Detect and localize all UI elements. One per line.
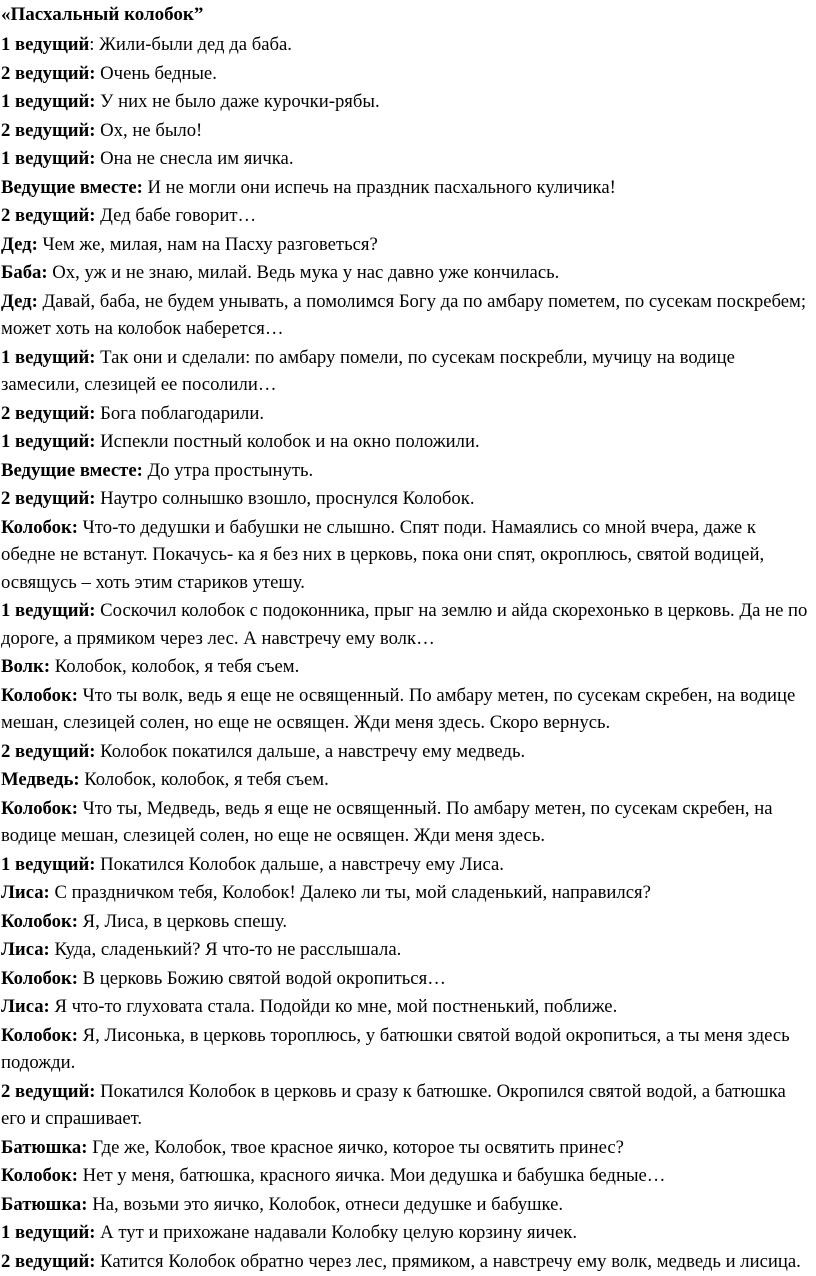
dialogue-text: И не могли они испечь на праздник пасхального куличика! xyxy=(142,176,616,198)
dialogue-line xyxy=(1,259,810,287)
speaker-name: 1 ведущий: xyxy=(1,600,96,621)
speaker-name: Баба: xyxy=(1,262,48,283)
dialogue-text: Давай, баба, не будем унывать, а помолимся Богу да по амбару пометем, по сусекам поскребем; может хоть на колобок наберется… xyxy=(1,290,807,339)
speaker-name: Лиса: xyxy=(1,882,50,903)
speaker-name: Дед: xyxy=(1,233,38,255)
dialogue-line xyxy=(1,174,810,202)
speaker-name: 1 ведущий: xyxy=(1,346,96,368)
dialogue-text: Колобок покатился дальше, а навстречу ему медведь. xyxy=(95,740,526,762)
dialogue-text: Я, Лиса, в церковь спешу. xyxy=(77,910,288,932)
dialogue-line xyxy=(1,344,810,399)
dialogue-text: Я, Лисонька, в церковь тороплюсь, у батюшки святой водой окропиться, а ты меня здесь подожди. xyxy=(1,1024,790,1073)
document-title: «Пасхальный колобок” xyxy=(1,4,204,25)
speaker-name: 2 ведущий: xyxy=(1,1250,96,1272)
dialogue-line xyxy=(1,682,810,737)
dialogue-line xyxy=(1,117,810,145)
dialogue-line xyxy=(1,965,810,993)
speaker-name: Лиса: xyxy=(1,939,50,960)
speaker-name: 1 ведущий: xyxy=(1,148,96,169)
dialogue-text: Ох, уж и не знаю, милай. Ведь мука у нас давно уже кончилась. xyxy=(47,262,560,283)
speaker-name: 1 ведущий: xyxy=(1,431,96,452)
dialogue-text: А тут и прихожане надавали Колобку целую корзину яичек. xyxy=(95,1222,577,1243)
speaker-name: 1 ведущий: xyxy=(1,853,96,875)
dialogue-line xyxy=(1,400,810,428)
dialogue-text: Чем же, милая, нам на Пасху разговеться? xyxy=(37,233,378,255)
dialogue-line xyxy=(1,288,810,343)
speaker-separator: : xyxy=(89,34,95,55)
dialogue-line xyxy=(1,485,810,513)
dialogue-line xyxy=(1,738,810,766)
dialogue-text: Покатился Колобок в церковь и сразу к батюшке. Окропился святой водой, а батюшка его и спрашивает. xyxy=(1,1080,786,1129)
speaker-name: Колобок: xyxy=(1,1165,78,1186)
dialogue-line xyxy=(1,993,810,1021)
dialogue-text: Что ты, Медведь, ведь я еще не освященный. По амбару метен, по сусекам скребен, на водице мешан, слезицей солен, но еще не освящен. Жди меня здесь. xyxy=(1,797,773,846)
speaker-name: 2 ведущий: xyxy=(1,488,96,509)
dialogue-line xyxy=(1,428,810,456)
dialogue-line xyxy=(1,1191,810,1219)
speaker-name: Батюшка: xyxy=(1,1193,88,1215)
dialogue-line xyxy=(1,908,810,936)
dialogue-line xyxy=(1,653,810,681)
speaker-name: 2 ведущий: xyxy=(1,205,96,226)
dialogue-text: Бога поблагодарили. xyxy=(95,402,265,424)
dialogue-text: Ох, не было! xyxy=(95,119,203,141)
speaker-name: 1 ведущий: xyxy=(1,91,96,112)
script-lines xyxy=(1,31,810,1275)
dialogue-line xyxy=(1,795,810,850)
dialogue-line xyxy=(1,1248,810,1276)
dialogue-line xyxy=(1,1022,810,1077)
dialogue-text: У них не было даже курочки-рябы. xyxy=(95,91,380,112)
speaker-name: Колобок: xyxy=(1,1024,78,1046)
dialogue-line xyxy=(1,60,810,88)
dialogue-text: Куда, сладенький? Я что-то не расслышала. xyxy=(49,939,402,960)
speaker-name: Колобок: xyxy=(1,967,78,989)
speaker-name: Колобок: xyxy=(1,910,78,932)
dialogue-line xyxy=(1,766,810,794)
dialogue-line xyxy=(1,145,810,173)
dialogue-text: Я что-то глуховата стала. Подойди ко мне, мой постненький, поближе. xyxy=(49,996,618,1017)
dialogue-line xyxy=(1,231,810,259)
speaker-name: 2 ведущий: xyxy=(1,62,96,84)
dialogue-text: Покатился Колобок дальше, а навстречу ему Лиса. xyxy=(95,853,504,875)
dialogue-text: Катится Колобок обратно через лес, прямиком, а навстречу ему волк, медведь и лисица. xyxy=(95,1250,801,1272)
dialogue-line xyxy=(1,202,810,230)
dialogue-line xyxy=(1,1162,810,1190)
dialogue-line xyxy=(1,936,810,964)
dialogue-line xyxy=(1,457,810,485)
dialogue-line xyxy=(1,1219,810,1247)
dialogue-line xyxy=(1,514,810,597)
speaker-name: Ведущие вместе: xyxy=(1,459,143,481)
speaker-name: Волк: xyxy=(1,656,51,677)
dialogue-text: До утра простынуть. xyxy=(142,459,314,481)
dialogue-line xyxy=(1,851,810,879)
dialogue-text: Что ты волк, ведь я еще не освященный. По амбару метен, по сусекам скребен, на водице мешан, слезицей солен, но еще не освящен. Жди меня здесь. Скоро вернусь. xyxy=(1,684,796,733)
speaker-name: 2 ведущий: xyxy=(1,1080,96,1102)
dialogue-text: Жили-были дед да баба. xyxy=(94,34,292,55)
speaker-name: Медведь: xyxy=(1,769,80,790)
dialogue-text: Нет у меня, батюшка, красного яичка. Мои дедушка и бабушка бедные… xyxy=(77,1165,666,1186)
speaker-name: Ведущие вместе: xyxy=(1,176,143,198)
dialogue-text: Где же, Колобок, твое красное яичко, которое ты освятить принес? xyxy=(87,1136,624,1158)
speaker-name: Дед: xyxy=(1,290,38,312)
speaker-name: Колобок: xyxy=(1,516,78,538)
speaker-name: Колобок: xyxy=(1,797,78,819)
dialogue-text: Так они и сделали: по амбару помели, по сусекам поскребли, мучицу на водице замесили, слезицей ее посолили… xyxy=(1,346,735,395)
dialogue-line xyxy=(1,597,810,652)
dialogue-text: С праздничком тебя, Колобок! Далеко ли ты, мой сладенький, направился? xyxy=(49,882,651,903)
dialogue-text: В церковь Божию святой водой окропиться… xyxy=(77,967,446,989)
dialogue-line xyxy=(1,31,810,59)
speaker-name: Лиса: xyxy=(1,996,50,1017)
dialogue-text: Что-то дедушки и бабушки не слышно. Спят поди. Намаялись со мной вчера, даже к обедне не встанут. Покачусь- ка я без них в церковь, пока они спят, окроплюсь, святой водицей, освящусь – хоть этим стариков утешу. xyxy=(1,516,765,593)
speaker-name: 2 ведущий: xyxy=(1,402,96,424)
dialogue-line xyxy=(1,879,810,907)
dialogue-text: Соскочил колобок с подоконника, прыг на землю и айда скорехонько в церковь. Да не по дороге, а прямиком через лес. А навстречу ему волк… xyxy=(1,600,808,649)
speaker-name: 1 ведущий: xyxy=(1,1222,96,1243)
dialogue-text: Она не снесла им яичка. xyxy=(95,148,294,169)
speaker-name: Батюшка: xyxy=(1,1136,88,1158)
dialogue-text: Колобок, колобок, я тебя съем. xyxy=(50,656,300,677)
dialogue-text: Очень бедные. xyxy=(95,62,217,84)
dialogue-text: На, возьми это яичко, Колобок, отнеси дедушке и бабушке. xyxy=(87,1193,564,1215)
speaker-name: 1 ведущий xyxy=(1,34,90,55)
speaker-name: Колобок: xyxy=(1,684,78,706)
dialogue-line xyxy=(1,1078,810,1133)
dialogue-text: Дед бабе говорит… xyxy=(95,205,257,226)
dialogue-text: Наутро солнышко взошло, проснулся Колобок. xyxy=(95,488,475,509)
speaker-name: 2 ведущий: xyxy=(1,740,96,762)
speaker-name: 2 ведущий: xyxy=(1,119,96,141)
dialogue-line xyxy=(1,88,810,116)
dialogue-line xyxy=(1,1134,810,1162)
dialogue-text: Испекли постный колобок и на окно положили. xyxy=(95,431,480,452)
dialogue-text: Колобок, колобок, я тебя съем. xyxy=(79,769,329,790)
